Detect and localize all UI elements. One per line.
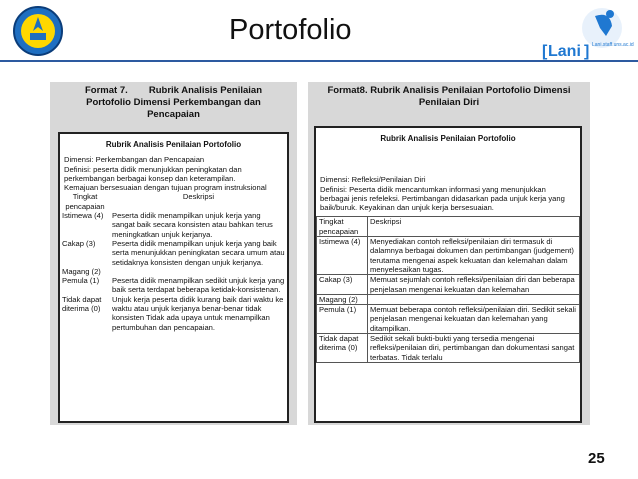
description-cell: Peserta didik menampilkan sedikit unjuk kerja yang baik serta terdapat beberapa ketidak-konsistenan. [112,276,285,295]
format7-intro [60,155,287,192]
level-cell: Istimewa (4) [317,237,368,275]
format7-dimension: Dimensi: Perkembangan dan Pencapaian [64,155,205,165]
description-cell [368,294,580,304]
format7-heading-line1: Format 7. Rubrik Analisis Penilaian [84,85,263,96]
description-cell: Sedikit sekali bukti-bukti yang tersedia mengenai refleksi/penilaian diri, pertimbangan dan dokumentasi sangat terbatas. Tidak terlalu [368,334,580,363]
level-cell: Cakap (3) [62,238,96,248]
format7-heading-line3: Pencapaian [147,109,200,120]
level-cell: Magang (2) [62,266,101,276]
table-row [60,276,287,295]
lani-logo-text: Lani [548,43,581,60]
table-row [60,295,287,332]
description-cell: Memuat sejumlah contoh refleksi/penilaian diri dan beberapa penjelasan mengenai kekuatan dan kelemahan [368,275,580,295]
format7-definition: Definisi: peserta didik menunjukkan peningkatan dan perkembangan berbagai konsep dan keterampilan. [64,164,242,183]
level-cell: Magang (2) [317,294,368,304]
description-cell: Unjuk kerja peserta didik kurang baik dari waktu ke waktu atau unjuk kerjanya benar-benar tidak konsisten Tidak ada upaya untuk menampilkan pertumbuhan dan pencapaian. [112,294,284,332]
ministry-emblem-logo [12,5,64,57]
page-title: Portofolio [229,14,352,46]
column-header-description: Deskripsi [182,192,215,202]
table-row [317,275,580,295]
format7-heading-line2: Portofolio Dimensi Perkembangan dan [86,97,261,108]
table-row [60,211,287,239]
svg-text:[: [ [542,43,548,60]
format8-box-title: Rubrik Analisis Penilaian Portofolio [380,134,516,143]
format8-dimension: Dimensi: Refleksi/Penilaian Diri [320,175,426,185]
level-cell: Tidak dapat diterima (0) [317,334,368,363]
description-cell: Peserta didik menampilkan unjuk kerja yang sangat baik secara konsisten atau bahkan terus meningkatkan unjuk kerjanya. [112,211,273,239]
header-divider [0,60,638,62]
level-cell: Pemula (1) [62,276,100,286]
format8-rubric-box [314,126,582,423]
format8-definition: Definisi: Peserta didik mencantumkan informasi yang menunjukkan berbagai jenis refeleksi. Pertimbangan didasarkan pada unjuk kerja yang baik/buruk. Keyakinan dan unjuk kerja bersesuaian. [320,184,565,213]
format7-progress-note: Kemajuan bersesuaian dengan tujuan program instruksional [64,183,267,193]
description-cell: Menyediakan contoh refleksi/penilaian diri termasuk di dalamnya berbagai dokumen dan pertimbangan (judgement) terutama mengenai aspek kekuatan dan kelemahan dalam menyelesaikan tugas. [368,237,580,275]
level-cell: Tidak dapat diterima (0) [62,294,102,314]
description-cell [110,267,287,276]
description-cell: Memuat beberapa contoh refleksi/penilaian diri. Sedikit sekali penjelasan mengenai kekuatan dan kelemahan yang ditampilkan. [368,305,580,334]
format7-box-title: Rubrik Analisis Penilaian Portofolio [105,140,242,149]
table-header-row [60,192,287,211]
lani-logo [540,6,634,60]
format8-heading [308,82,590,109]
table-row [60,239,287,267]
lani-logo-url: Lani.staff.uns.ac.id [592,42,634,48]
level-cell: Cakap (3) [317,275,368,295]
format8-heading-line1: Format8. Rubrik Analisis Penilaian Portofolio Dimensi [327,85,571,96]
column-header-level: Tingkat pencapaian [65,192,105,211]
table-header-row [317,217,580,237]
format8-heading-line2: Penilaian Diri [418,97,480,108]
format8-intro [316,175,580,212]
table-row [317,334,580,363]
column-header-level: Tingkat pencapaian [317,217,368,237]
column-header-description: Deskripsi [368,217,580,237]
table-row [60,267,287,276]
level-cell: Pemula (1) [317,305,368,334]
format8-rubric-table [316,216,580,362]
format7-rubric-box [58,132,289,423]
format8-panel [308,82,590,425]
svg-text:]: ] [584,43,590,60]
table-row [317,294,580,304]
format7-rubric-table [60,192,287,331]
description-cell: Peserta didik menampilkan unjuk kerja yang baik serta menunjukkan peningkatan secara umum atau setidaknya konsisten dengan unjuk kerjanya. [112,238,285,267]
level-cell: Istimewa (4) [62,211,104,221]
page-number: 25 [588,450,605,467]
format7-panel [50,82,297,425]
format7-heading [50,82,297,121]
table-row [317,237,580,275]
table-row [317,305,580,334]
